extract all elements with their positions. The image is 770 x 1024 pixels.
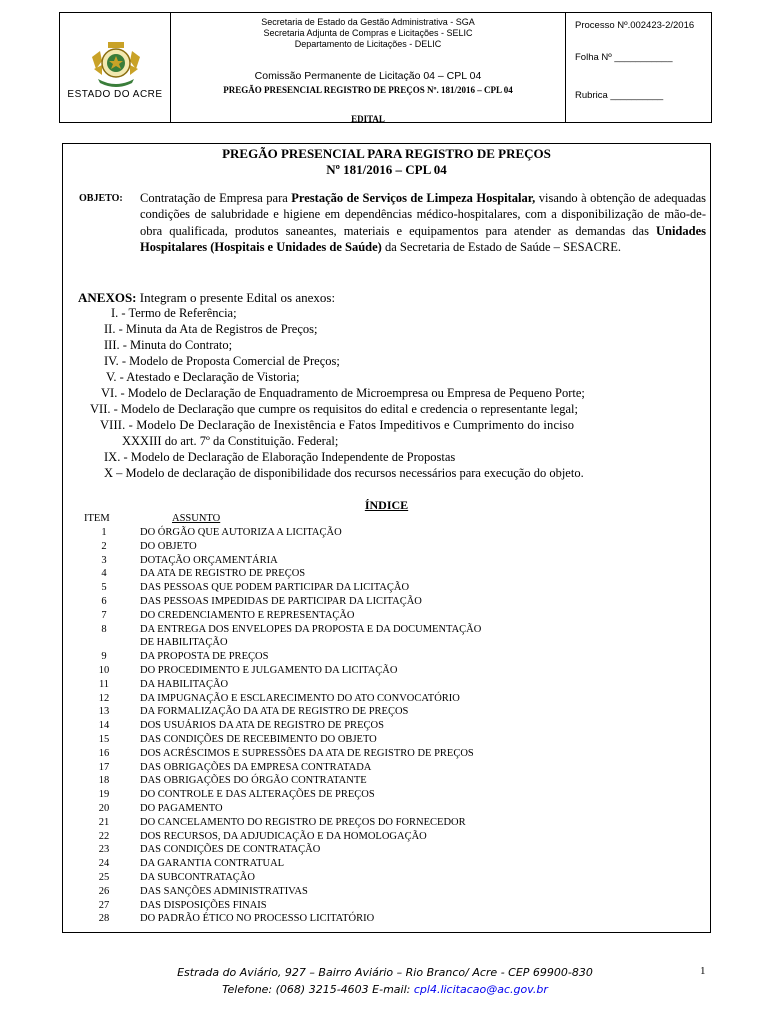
- document-title: PREGÃO PRESENCIAL PARA REGISTRO DE PREÇOS: [222, 146, 551, 161]
- indice-item-subject: DOS ACRÉSCIMOS E SUPRESSÕES DA ATA DE REGISTRO DE PREÇOS: [140, 747, 474, 759]
- indice-item-subject: DO CANCELAMENTO DO REGISTRO DE PREÇOS DO FORNECEDOR: [140, 816, 466, 828]
- indice-item-subject: DA ENTREGA DOS ENVELOPES DA PROPOSTA E DA DOCUMENTAÇÃO: [140, 623, 482, 635]
- anexo-item: I. - Termo de Referência;: [111, 306, 237, 320]
- main-content-box: [62, 143, 711, 933]
- indice-item-subject: DO ÓRGÃO QUE AUTORIZA A LICITAÇÃO: [140, 527, 342, 538]
- indice-item-number: 7: [101, 609, 107, 621]
- indice-item-number: 16: [98, 747, 110, 759]
- indice-col-item: ITEM: [84, 513, 110, 524]
- indice-item-number: 8: [101, 623, 107, 635]
- estado-do-acre-label: ESTADO DO ACRE: [67, 89, 163, 100]
- indice-title: ÍNDICE: [364, 498, 409, 512]
- anexo-item: IV. - Modelo de Proposta Comercial de Preços;: [104, 354, 340, 368]
- header-comissao: Comissão Permanente de Licitação 04 – CPL 04: [254, 70, 482, 82]
- anexos-intro: Integram o presente Edital os anexos:: [139, 290, 336, 305]
- indice-item-number: 19: [98, 789, 110, 801]
- indice-item-subject: DA ATA DE REGISTRO DE PREÇOS: [140, 568, 306, 580]
- indice-item-number: 14: [98, 720, 110, 732]
- indice-item-number: 25: [98, 872, 110, 883]
- objeto-text-part: Contratação de Empresa para: [140, 191, 292, 205]
- indice-item-number: 4: [101, 568, 107, 580]
- anexo-item: X – Modelo de declaração de disponibilidade dos recursos necessários para execução do objeto.: [104, 466, 584, 480]
- indice-item-subject: DO CREDENCIAMENTO E REPRESENTAÇÃO: [140, 609, 355, 621]
- anexo-item: V. - Atestado e Declaração de Vistoria;: [106, 370, 300, 384]
- header-line-selic: Secretaria Adjunta de Compras e Licitações - SELIC: [263, 28, 473, 38]
- objeto-text-part: da Secretaria de Estado de Saúde – SESACRE.: [381, 240, 622, 255]
- page-number: 1: [700, 965, 706, 977]
- indice-item-number: 6: [101, 596, 107, 607]
- indice-item-subject: DA HABILITAÇÃO: [140, 678, 229, 690]
- header-edital: EDITAL: [351, 114, 385, 124]
- indice-item-subject: DA GARANTIA CONTRATUAL: [140, 858, 285, 870]
- header-logo-cell: [60, 13, 171, 122]
- indice-item-number: 17: [98, 761, 110, 773]
- anexos-label: ANEXOS:: [78, 290, 137, 305]
- indice-item-number: 21: [98, 816, 110, 828]
- indice-item-number: 12: [98, 692, 110, 704]
- header-process-cell: [565, 13, 711, 122]
- indice-item-number: 20: [98, 803, 110, 814]
- anexo-item: VII. - Modelo de Declaração que cumpre os requisitos do edital e credencia o representante legal;: [90, 402, 578, 416]
- header-line-sga: Secretaria de Estado da Gestão Administrativa - SGA: [261, 17, 475, 27]
- indice-item-number: 15: [98, 734, 110, 745]
- indice-item-number: 5: [101, 582, 107, 594]
- indice-item-subject: DAS SANÇÕES ADMINISTRATIVAS: [140, 885, 308, 897]
- acre-coat-of-arms-icon: [90, 39, 142, 89]
- indice-item-subject: DOS USUÁRIOS DA ATA DE REGISTRO DE PREÇOS: [140, 720, 384, 732]
- indice-item-subject: DA SUBCONTRATAÇÃO: [140, 872, 255, 883]
- footer-contact: [150, 983, 620, 996]
- indice-item-subject: DA PROPOSTA DE PREÇOS: [140, 651, 269, 663]
- indice-item-number: 9: [101, 651, 107, 663]
- indice-item-subject: DE HABILITAÇÃO: [140, 637, 228, 649]
- processo-number: Processo Nº.002423-2/2016: [575, 20, 695, 31]
- indice-item-subject: DOTAÇÃO ORÇAMENTÁRIA: [140, 554, 278, 566]
- anexo-item-continuation: XXXIII do art. 7º da Constituição. Federal;: [122, 434, 339, 448]
- indice-item-number: 13: [98, 706, 110, 718]
- anexo-item: II. - Minuta da Ata de Registros de Preços;: [104, 322, 318, 336]
- indice-item-number: 3: [101, 554, 107, 566]
- anexo-item: VI. - Modelo de Declaração de Enquadramento de Microempresa ou Empresa de Pequeno Porte;: [101, 386, 585, 400]
- indice-item-subject: DAS DISPOSIÇÕES FINAIS: [140, 899, 267, 911]
- indice-item-subject: DAS CONDIÇÕES DE RECEBIMENTO DO OBJETO: [140, 734, 377, 745]
- indice-item-subject: DO OBJETO: [140, 540, 197, 552]
- indice-item-number: 27: [98, 899, 110, 911]
- anexos-heading: [78, 290, 335, 306]
- indice-item-subject: DAS PESSOAS QUE PODEM PARTICIPAR DA LICITAÇÃO: [140, 582, 410, 594]
- anexo-item: III. - Minuta do Contrato;: [104, 338, 233, 352]
- indice-item-subject: DAS OBRIGAÇÕES DO ÓRGÃO CONTRATANTE: [140, 775, 367, 787]
- footer-phone: Telefone: (068) 3215-4603 E-mail:: [222, 983, 414, 996]
- indice-item-number: 2: [101, 540, 107, 552]
- header-box: [59, 12, 712, 123]
- anexo-item: VIII. - Modelo De Declaração de Inexistência e Fatos Impeditivos e Cumprimento do inciso: [100, 418, 575, 432]
- indice-item-subject: DAS CONDIÇÕES DE CONTRATAÇÃO: [140, 844, 321, 856]
- indice-item-subject: DO PAGAMENTO: [140, 803, 223, 814]
- header-line-delic: Departamento de Licitações - DELIC: [294, 39, 442, 49]
- indice-item-subject: DO PROCEDIMENTO E JULGAMENTO DA LICITAÇÃO: [140, 665, 398, 676]
- objeto-text-bold: Prestação de Serviços de Limpeza Hospitalar,: [291, 191, 536, 205]
- indice-item-number: 26: [98, 885, 110, 897]
- footer-email-link[interactable]: cpl4.licitacao@ac.gov.br: [413, 983, 548, 996]
- indice-col-assunto: ASSUNTO: [172, 513, 221, 524]
- footer-address: Estrada do Aviário, 927 – Bairro Aviário – Rio Branco/ Acre - CEP 69900-830: [177, 966, 593, 979]
- indice-item-number: 28: [98, 913, 110, 925]
- indice-item-number: 10: [98, 665, 110, 676]
- anexo-item: IX. - Modelo de Declaração de Elaboração Independente de Propostas: [104, 450, 456, 464]
- objeto-text-bold: Unidades Hospitalares (Hospitais e Unidades de Saúde): [140, 223, 706, 255]
- indice-item-number: 18: [98, 775, 110, 787]
- folha-field: Folha Nº ___________: [575, 52, 673, 63]
- indice-item-number: 23: [98, 844, 110, 856]
- indice-item-subject: DO PADRÃO ÉTICO NO PROCESSO LICITATÓRIO: [140, 913, 375, 925]
- indice-item-subject: DAS OBRIGAÇÕES DA EMPRESA CONTRATADA: [140, 761, 372, 773]
- indice-item-subject: DOS RECURSOS, DA ADJUDICAÇÃO E DA HOMOLOGAÇÃO: [140, 830, 427, 842]
- objeto-label: OBJETO:: [79, 193, 123, 204]
- indice-item-subject: DA IMPUGNAÇÃO E ESCLARECIMENTO DO ATO CONVOCATÓRIO: [140, 692, 460, 704]
- indice-item-number: 24: [98, 858, 110, 870]
- rubrica-field: Rubrica __________: [575, 90, 664, 101]
- indice-item-subject: DA FORMALIZAÇÃO DA ATA DE REGISTRO DE PREÇOS: [140, 706, 409, 718]
- indice-item-number: 22: [98, 830, 110, 842]
- indice-item-subject: DAS PESSOAS IMPEDIDAS DE PARTICIPAR DA LICITAÇÃO: [140, 596, 422, 607]
- indice-item-number: 1: [101, 527, 107, 538]
- header-pregao: PREGÃO PRESENCIAL REGISTRO DE PREÇOS Nº. 181/2016 – CPL 04: [223, 85, 513, 95]
- objeto-text: [140, 190, 706, 256]
- indice-item-number: 11: [98, 678, 110, 690]
- document-number: Nº 181/2016 – CPL 04: [326, 162, 447, 177]
- objeto-text-part: visando à obtenção de adequadas condições de salubridade e higiene em dependências médico-hospitalares, com a disponibilização de mão-de-obra qualificada, produtos saneantes, materiais e equipamentos para atender as demandas das: [140, 191, 707, 238]
- indice-item-subject: DO CONTROLE E DAS ALTERAÇÕES DE PREÇOS: [140, 789, 375, 801]
